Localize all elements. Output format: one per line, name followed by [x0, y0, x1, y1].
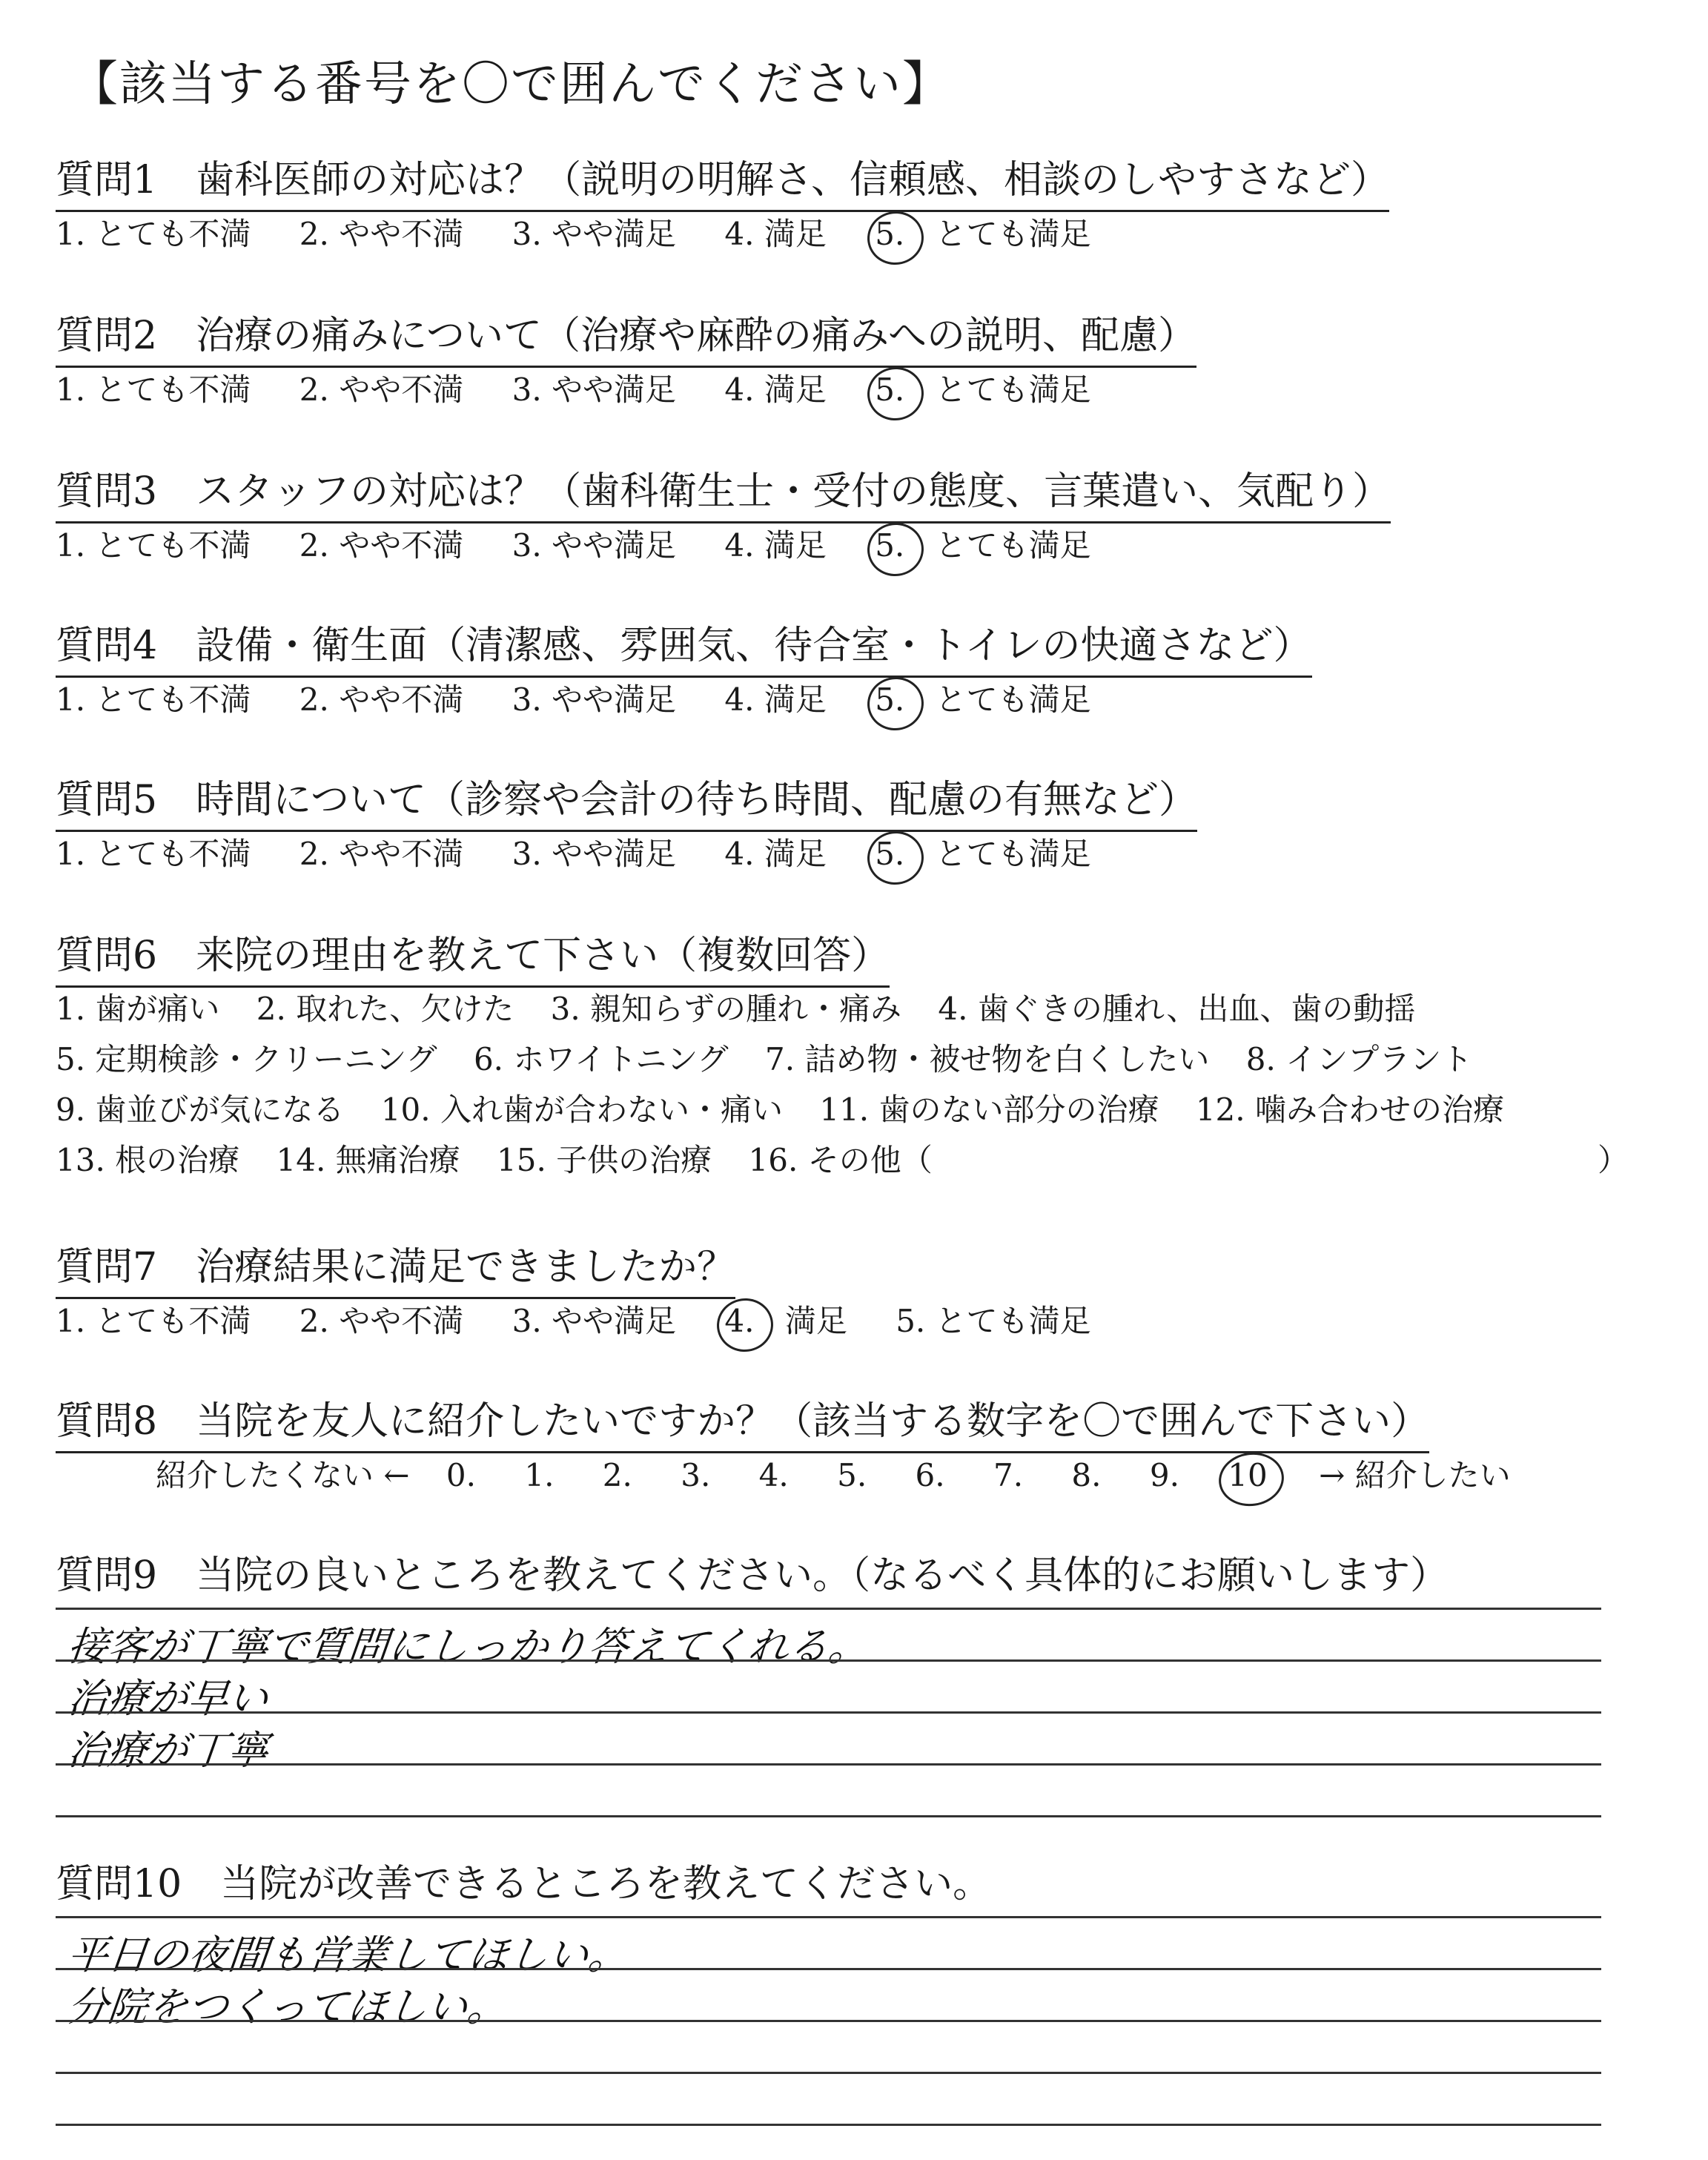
option-5-label: とても満足 — [935, 681, 1091, 718]
scale-option[interactable]: 9. — [1149, 1457, 1179, 1493]
answer-text-3[interactable]: 治療が丁寧 — [65, 1727, 271, 1774]
option-1[interactable]: 1. とても不満 — [56, 836, 251, 872]
question-5-options — [56, 830, 1091, 874]
answer-line — [56, 2124, 1601, 2126]
answer-line — [56, 1659, 1601, 1662]
question-1-title: 質問1 歯科医師の対応は？（説明の明解さ、信頼感、相談のしやすさなど） — [56, 148, 1389, 212]
option-5-circled[interactable]: 5. — [875, 216, 905, 252]
scale-left-label: 紹介したくない ← — [156, 1457, 410, 1493]
question-7-options — [56, 1297, 1091, 1341]
answer-line — [56, 1916, 1601, 1918]
option-3[interactable]: 3. やや満足 — [512, 1303, 677, 1339]
option-5-label: とても満足 — [935, 836, 1091, 872]
answer-line — [56, 1815, 1601, 1817]
option-3[interactable]: 3. やや満足 — [512, 836, 677, 872]
option-4[interactable]: 4. 満足 — [724, 371, 827, 408]
option-2[interactable]: 2. やや不満 — [299, 371, 464, 408]
recommend-scale — [156, 1451, 1511, 1496]
option-1[interactable]: 1. とても不満 — [56, 681, 251, 718]
question-9-title: 質問9 当院の良いところを教えてください。（なるべく具体的にお願いします） — [56, 1553, 1449, 1598]
reason-option[interactable]: 15. 子供の治療 — [497, 1142, 712, 1178]
scale-option[interactable]: 5. — [837, 1457, 867, 1493]
option-2[interactable]: 2. やや不満 — [299, 1303, 464, 1339]
scale-option[interactable]: 3. — [681, 1457, 711, 1493]
scale-option[interactable]: 6. — [915, 1457, 945, 1493]
scale-option[interactable]: 7. — [993, 1457, 1024, 1493]
question-2-title: 質問2 治療の痛みについて（治療や麻酔の痛みへの説明、配慮） — [56, 304, 1196, 368]
reason-option[interactable]: 11. 歯のない部分の治療 — [819, 1091, 1159, 1128]
option-5-circled[interactable]: 5. — [875, 527, 905, 564]
question-5-title: 質問5 時間について（診察や会計の待ち時間、配慮の有無など） — [56, 768, 1197, 832]
answer-text-2[interactable]: 治療が早い — [65, 1675, 271, 1722]
reason-option[interactable]: 1. 歯が痛い — [56, 991, 220, 1027]
option-2[interactable]: 2. やや不満 — [299, 527, 464, 564]
answer-line — [56, 1968, 1601, 1970]
scale-option[interactable]: 0. — [446, 1457, 476, 1493]
reason-option[interactable]: 13. 根の治療 — [56, 1142, 240, 1178]
answer-line — [56, 1608, 1601, 1610]
question-2-options — [56, 366, 1091, 410]
reason-option[interactable]: 10. 入れ歯が合わない・痛い — [380, 1091, 783, 1128]
option-5-label: とても満足 — [935, 216, 1091, 252]
scale-right-label: → 紹介したい — [1319, 1457, 1511, 1493]
scale-option[interactable]: 1. — [524, 1457, 555, 1493]
reason-option[interactable]: 8. インプラント — [1245, 1041, 1473, 1077]
question-10-title: 質問10 当院が改善できるところを教えてください。 — [56, 1862, 992, 1906]
form-title: 【該当する番号を〇で囲んでください】 — [70, 57, 951, 112]
question-4-options — [56, 676, 1091, 720]
reason-row-2 — [56, 1035, 1499, 1080]
option-5[interactable]: 5. とても満足 — [896, 1303, 1091, 1339]
question-8-title: 質問8 当院を友人に紹介したいですか？（該当する数字を〇で囲んで下さい） — [56, 1390, 1429, 1453]
reason-option[interactable]: 5. 定期検診・クリーニング — [56, 1041, 437, 1077]
option-3[interactable]: 3. やや満足 — [512, 527, 677, 564]
option-5-circled[interactable]: 5. — [875, 371, 905, 408]
option-4[interactable]: 4. 満足 — [724, 681, 827, 718]
answer-text-1[interactable]: 接客が丁寧で質問にしっかり答えてくれる。 — [65, 1623, 871, 1670]
question-1-options — [56, 210, 1091, 254]
scale-option[interactable]: 2. — [602, 1457, 632, 1493]
option-2[interactable]: 2. やや不満 — [299, 216, 464, 252]
scale-option[interactable]: 8. — [1071, 1457, 1102, 1493]
option-1[interactable]: 1. とても不満 — [56, 371, 251, 408]
reason-row-4 — [56, 1136, 959, 1180]
option-3[interactable]: 3. やや満足 — [512, 216, 677, 252]
question-7-title: 質問7 治療結果に満足できましたか？ — [56, 1235, 735, 1299]
option-2[interactable]: 2. やや不満 — [299, 836, 464, 872]
option-5-circled[interactable]: 5. — [875, 836, 905, 872]
other-close-paren: ） — [1598, 1142, 1629, 1178]
question-3-options — [56, 521, 1091, 566]
reason-option[interactable]: 7. 詰め物・被せ物を白くしたい — [764, 1041, 1210, 1077]
option-4[interactable]: 4. 満足 — [724, 216, 827, 252]
reason-row-1 — [56, 985, 1442, 1029]
option-3[interactable]: 3. やや満足 — [512, 371, 677, 408]
reason-row-3 — [56, 1086, 1531, 1130]
reason-option[interactable]: 12. 噛み合わせの治療 — [1195, 1091, 1504, 1128]
answer-text-2[interactable]: 分院をつくってほしい。 — [65, 1984, 510, 2030]
answer-line — [56, 2072, 1601, 2074]
scale-option-circled[interactable]: 10 — [1228, 1457, 1268, 1493]
option-4-circled[interactable]: 4. — [724, 1303, 755, 1339]
reason-option[interactable]: 2. 取れた、欠けた — [256, 991, 514, 1027]
question-4-title: 質問4 設備・衛生面（清潔感、雰囲気、待合室・トイレの快適さなど） — [56, 614, 1312, 678]
answer-line — [56, 2020, 1601, 2022]
option-3[interactable]: 3. やや満足 — [512, 681, 677, 718]
reason-option[interactable]: 3. 親知らずの腫れ・痛み — [550, 991, 902, 1027]
option-4[interactable]: 4. 満足 — [724, 527, 827, 564]
answer-line — [56, 1763, 1601, 1766]
reason-option-other[interactable]: 16. その他（ — [748, 1142, 933, 1178]
reason-option[interactable]: 14. 無痛治療 — [276, 1142, 460, 1178]
reason-option[interactable]: 4. 歯ぐきの腫れ、出血、歯の動揺 — [938, 991, 1416, 1027]
option-4[interactable]: 4. 満足 — [724, 836, 827, 872]
option-1[interactable]: 1. とても不満 — [56, 216, 251, 252]
option-5-label: とても満足 — [935, 371, 1091, 408]
option-5-circled[interactable]: 5. — [875, 681, 905, 718]
answer-line — [56, 1711, 1601, 1714]
reason-option[interactable]: 9. 歯並びが気になる — [56, 1091, 345, 1128]
option-1[interactable]: 1. とても不満 — [56, 1303, 251, 1339]
option-4-label: 満足 — [784, 1303, 847, 1339]
question-6-title: 質問6 来院の理由を教えて下さい（複数回答） — [56, 924, 890, 988]
scale-option[interactable]: 4. — [758, 1457, 789, 1493]
option-5-label: とても満足 — [935, 527, 1091, 564]
answer-text-1[interactable]: 平日の夜間も営業してほしい。 — [65, 1932, 631, 1978]
reason-option[interactable]: 6. ホワイトニング — [473, 1041, 729, 1077]
option-2[interactable]: 2. やや不満 — [299, 681, 464, 718]
option-1[interactable]: 1. とても不満 — [56, 527, 251, 564]
question-3-title: 質問3 スタッフの対応は？（歯科衛生士・受付の態度、言葉遣い、気配り） — [56, 460, 1391, 524]
